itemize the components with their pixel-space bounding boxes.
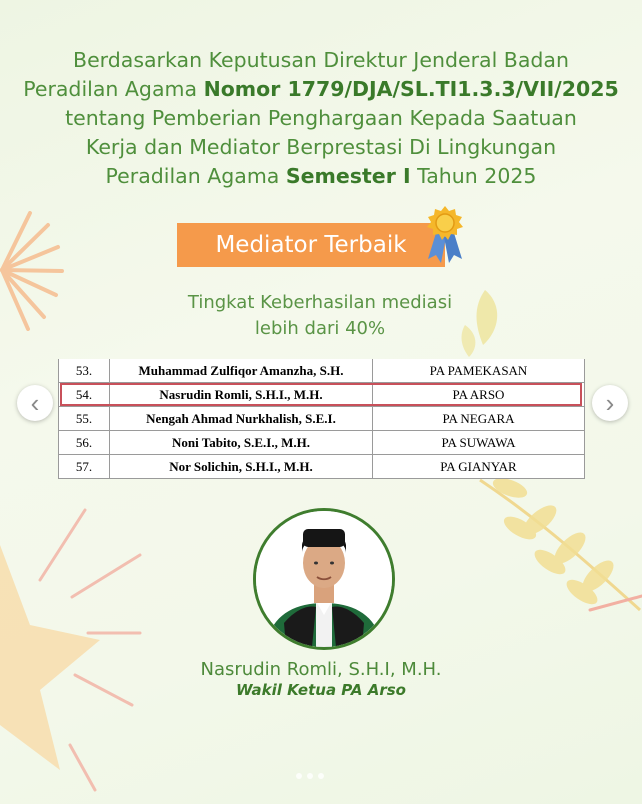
intro-line-5-text: Peradilan Agama xyxy=(105,164,286,188)
star-decoration xyxy=(0,505,150,804)
chevron-left-icon: ‹ xyxy=(30,388,40,418)
table-row xyxy=(59,407,585,431)
intro-line-5 xyxy=(20,162,622,191)
court-office: PA NEGARA xyxy=(373,407,585,431)
decree-number: Nomor 1779/DJA/SL.TI1.3.3/VII/2025 xyxy=(203,77,619,101)
intro-line-4: Kerja dan Mediator Berprestasi Di Lingkungan xyxy=(85,135,557,159)
table-row xyxy=(59,455,585,479)
award-banner xyxy=(177,223,445,267)
carousel-dot[interactable] xyxy=(296,773,302,779)
table-row xyxy=(59,431,585,455)
row-number: 53. xyxy=(59,359,110,383)
mediation-criteria xyxy=(120,290,520,342)
intro-line-2-text: Peradilan Agama xyxy=(23,77,204,101)
semester-label: Semester I xyxy=(285,164,411,188)
mediator-table xyxy=(58,359,585,479)
person-photo xyxy=(256,511,392,647)
award-banner-label: Mediator Terbaik xyxy=(215,232,407,258)
court-office: PA ARSO xyxy=(373,383,585,407)
sunburst-decoration xyxy=(0,205,70,335)
carousel-dot[interactable] xyxy=(318,773,324,779)
carousel-indicator xyxy=(296,773,324,779)
row-number: 56. xyxy=(59,431,110,455)
criteria-line-1: Tingkat Keberhasilan mediasi xyxy=(187,292,453,313)
intro-line-5-year: Tahun 2025 xyxy=(410,164,537,188)
mediator-name: Nasrudin Romli, S.H.I., M.H. xyxy=(110,383,373,407)
mediator-name: Muhammad Zulfiqor Amanzha, S.H. xyxy=(110,359,373,383)
mediator-portrait xyxy=(253,508,395,650)
mediator-full-name: Nasrudin Romli, S.H.I, M.H. xyxy=(200,659,442,680)
decree-intro-text xyxy=(20,46,622,191)
carousel-dot[interactable] xyxy=(307,773,313,779)
mediator-name: Nengah Ahmad Nurkhalish, S.E.I. xyxy=(110,407,373,431)
carousel-next-button[interactable] xyxy=(592,385,628,421)
mediator-name: Noni Tabito, S.E.I., M.H. xyxy=(110,431,373,455)
table-row xyxy=(59,359,585,383)
court-office: PA SUWAWA xyxy=(373,431,585,455)
row-number: 55. xyxy=(59,407,110,431)
chevron-right-icon: › xyxy=(605,388,615,418)
row-number: 57. xyxy=(59,455,110,479)
intro-line-3: tentang Pemberian Penghargaan Kepada Saatuan xyxy=(65,106,577,130)
mediator-position: Wakil Ketua PA Arso xyxy=(236,681,406,699)
criteria-line-2: lebih dari 40% xyxy=(254,318,386,339)
medal-icon xyxy=(424,205,466,265)
wheat-branch-decoration xyxy=(470,470,642,620)
court-office: PA PAMEKASAN xyxy=(373,359,585,383)
row-number: 54. xyxy=(59,383,110,407)
table-row-highlighted xyxy=(59,383,585,407)
court-office: PA GIANYAR xyxy=(373,455,585,479)
intro-line-2 xyxy=(20,75,622,104)
carousel-prev-button[interactable] xyxy=(17,385,53,421)
intro-line-1: Berdasarkan Keputusan Direktur Jenderal Badan xyxy=(73,48,569,72)
mediator-name: Nor Solichin, S.H.I., M.H. xyxy=(110,455,373,479)
